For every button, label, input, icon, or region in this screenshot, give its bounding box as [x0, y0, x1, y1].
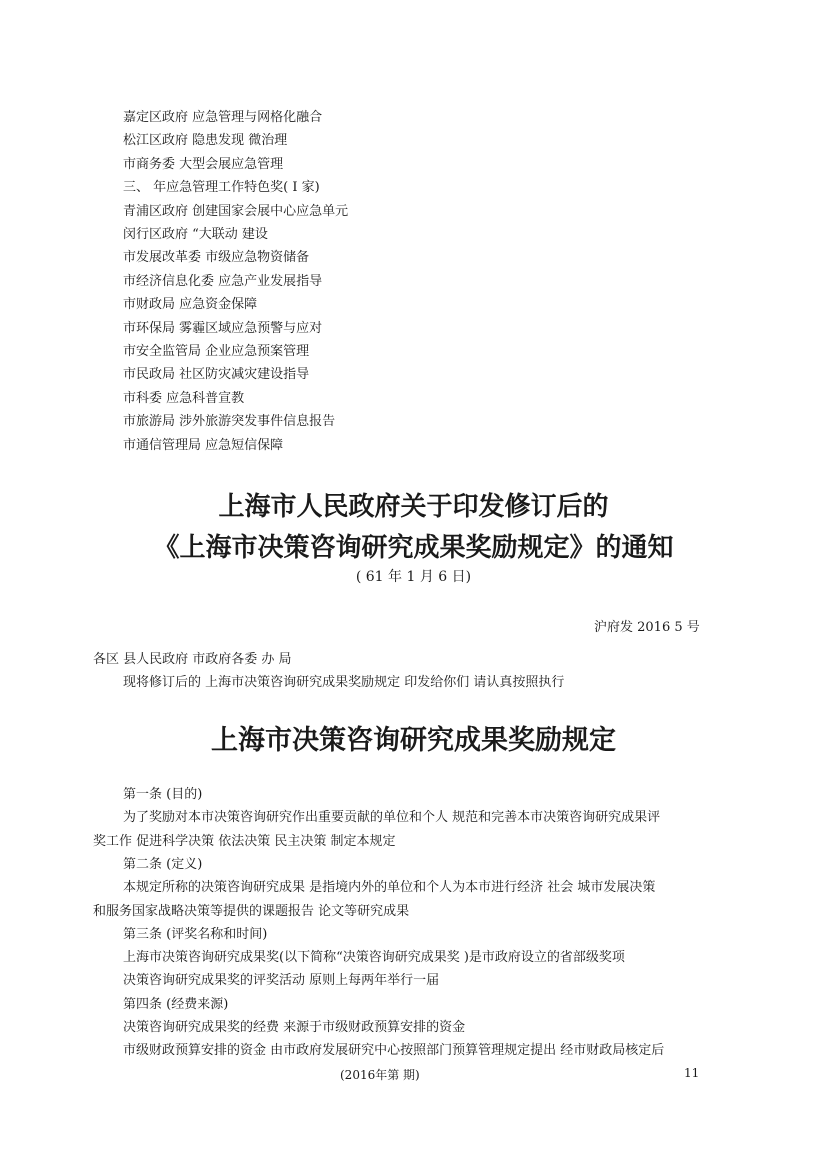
regulation-line: 和服务国家战略决策等提供的课题报告 论文等研究成果 [93, 903, 410, 919]
award-list-item: 市通信管理局 应急短信保障 [123, 437, 284, 453]
award-list-item: 市发展改革委 市级应急物资储备 [123, 250, 310, 266]
regulation-line: 决策咨询研究成果奖的经费 来源于市级财政预算安排的资金 [123, 1020, 466, 1035]
regulation-line: 为了奖励对本市决策咨询研究作出重要贡献的单位和个人 规范和完善本市决策咨询研究成果评 [123, 810, 661, 826]
regulation-line: 第一条 (目的) [123, 787, 203, 802]
regulation-line: 本规定所称的决策咨询研究成果 是指境内外的单位和个人为本市进行经济 社会 城市发展决策 [123, 880, 656, 896]
award-list-item: 三、 年应急管理工作特色奖( Ⅰ 家) [123, 180, 320, 196]
award-list-item: 市商务委 大型会展应急管理 [123, 156, 284, 172]
regulation-line: 决策咨询研究成果奖的评奖活动 原则上每两年举行一届 [123, 973, 440, 989]
award-list-item: 松江区政府 隐患发现 微治理 [123, 133, 288, 149]
award-list-item: 市环保局 雾霾区域应急预警与应对 [123, 320, 323, 336]
regulation-line: 上海市决策咨询研究成果奖(以下简称“决策咨询研究成果奖 )是市政府设立的省部级奖项 [123, 950, 625, 966]
award-list-item: 市财政局 应急资金保障 [123, 297, 258, 313]
page-number: 11 [684, 1066, 700, 1080]
regulation-line: 第三条 (评奖名称和时间) [123, 926, 268, 942]
notice-intro: 现将修订后的 上海市决策咨询研究成果奖励规定 印发给你们 请认真按照执行 [123, 675, 565, 690]
award-list-item: 青浦区政府 创建国家会展中心应急单元 [123, 203, 349, 219]
regulation-line: 奖工作 促进科学决策 依法决策 民主决策 制定本规定 [93, 833, 396, 849]
doc-number: 沪府发 2016 5 号 [594, 620, 700, 635]
award-list-item: 闵行区政府 “大联动 建设 [123, 227, 268, 242]
addressee: 各区 县人民政府 市政府各委 办 局 [93, 652, 292, 667]
notice-title-line-2: 《上海市决策咨询研究成果奖励规定》的通知 [153, 533, 674, 563]
footer-issue: (2016年第 期) [340, 1068, 420, 1082]
award-list-item: 市安全监管局 企业应急预案管理 [123, 344, 310, 359]
notice-date: ( 61 年 1 月 6 日) [355, 569, 472, 585]
award-list-item: 嘉定区政府 应急管理与网格化融合 [123, 110, 323, 125]
regulation-title: 上海市决策咨询研究成果奖励规定 [211, 725, 616, 756]
award-list-item: 市科委 应急科普宣教 [123, 390, 245, 406]
award-list-item: 市旅游局 涉外旅游突发事件信息报告 [123, 414, 336, 430]
regulation-line: 第二条 (定义) [123, 856, 203, 872]
notice-title-line-1: 上海市人民政府关于印发修订后的 [218, 492, 609, 522]
award-list-item: 市经济信息化委 应急产业发展指导 [123, 273, 323, 289]
regulation-line: 第四条 (经费来源) [123, 996, 229, 1012]
regulation-line: 市级财政预算安排的资金 由市政府发展研究中心按照部门预算管理规定提出 经市财政局核定后 [123, 1043, 665, 1059]
award-list-item: 市民政局 社区防灾减灾建设指导 [123, 367, 310, 383]
